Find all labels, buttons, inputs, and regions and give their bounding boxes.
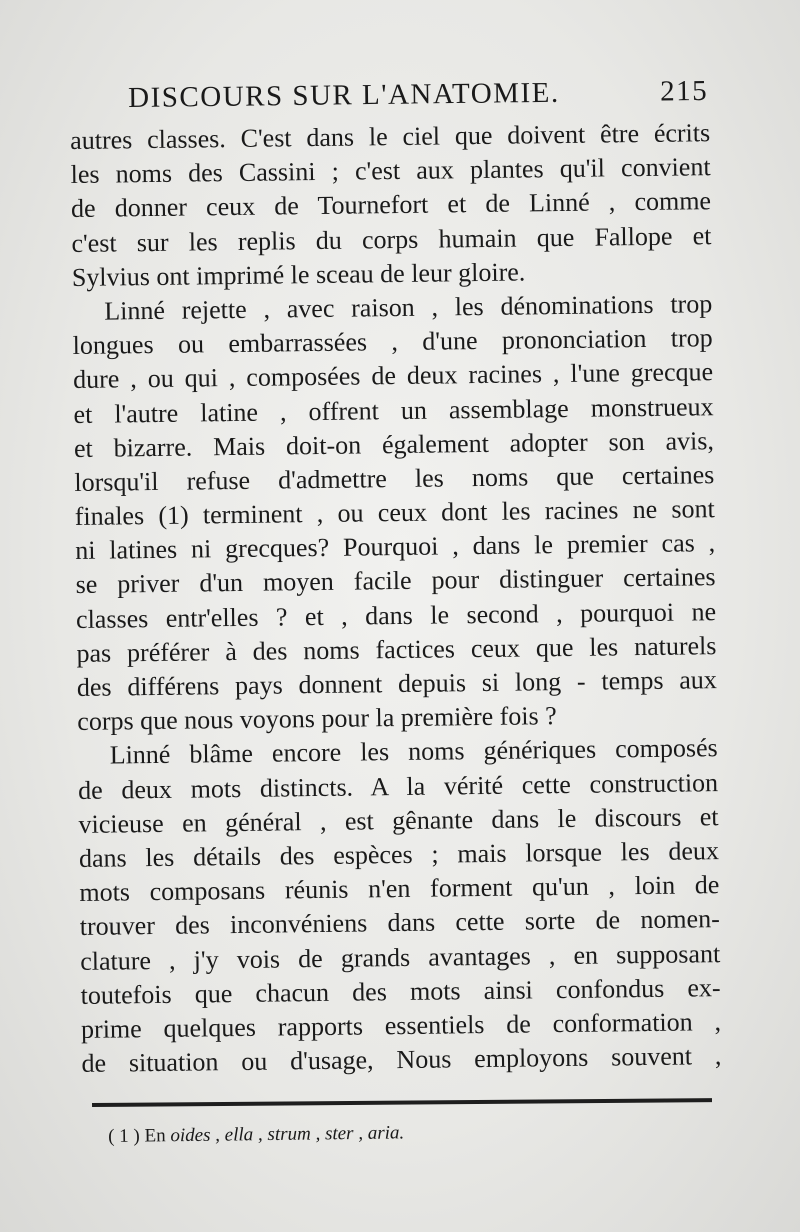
text-line: lorsqu'il refuse d'admettre les noms que certaines [74,460,715,497]
text-line: se priver d'un moyen facile pour distinguer certaines [75,562,716,600]
text-line: dans les détails des espèces ; mais lorsque les deux [78,836,720,873]
text-line: trouver des inconvéniens dans cette sorte de nomen- [79,904,720,942]
text-line: mots composans réunis n'en forment qu'un , loin de [79,870,720,908]
text-line: toutefois que chacun des mots ainsi confondus ex- [80,972,721,1010]
text-line: pas préférer à des noms factices ceux que les naturels [76,630,717,668]
text-line: les noms des Cassini ; c'est aux plantes qu'il convient [70,152,711,190]
page-number: 215 [659,74,709,108]
footnote-rule [92,1098,712,1107]
text-line: Linné rejette , avec raison , les dénominations trop [104,289,713,326]
text-line: longues ou embarrassées , d'une prononciation trop [72,323,713,361]
text-line: c'est sur les replis du corps humain que Fallope et [71,220,712,258]
text-line: prime quelques rapports essentiels de conformation , [80,1006,722,1044]
text-line: clature , j'y vois de grands avantages , en supposant [80,938,721,976]
running-head [128,75,708,118]
text-line: et bizarre. Mais doit-on également adopter son avis, [73,425,715,463]
footnote [108,1122,404,1148]
text-line: corps que nous voyons pour la première fois ? [77,701,557,737]
running-head-title: DISCOURS SUR L'ANATOMIE. [128,76,560,114]
text-line: des différens pays donnent depuis si long - temps aux [76,665,718,702]
text-line: finales (1) terminent , ou ceux dont les racines ne sont [74,494,715,532]
text-line: vicieuse en général , est gênante dans le discours et [78,801,719,839]
text-line: classes entr'elles ? et , dans le second , pourquoi ne [75,596,717,634]
footnote-marker: ( 1 ) En [108,1125,166,1147]
text-line: et l'autre latine , offrent un assemblage monstrueux [73,391,714,429]
text-line: de situation ou d'usage, Nous employons souvent , [81,1041,722,1078]
text-line: de deux mots distincts. A la vérité cette construction [77,767,719,805]
body-text [70,116,722,1081]
text-line: Sylvius ont imprimé le sceau de leur gloire. [71,257,526,292]
text-line: Linné blâme encore les noms génériques composés [109,733,718,770]
text-line: ni latines ni grecques? Pourquoi , dans le premier cas , [75,528,716,566]
text-line: de donner ceux de Tournefort et de Linné , comme [70,186,712,224]
text-line: autres classes. C'est dans le ciel que doivent être écrits [70,118,711,155]
text-line: dure , ou qui , composées de deux racines , l'une grecque [72,357,714,395]
footnote-endings: oides , ella , strum , ster , aria. [170,1122,405,1147]
